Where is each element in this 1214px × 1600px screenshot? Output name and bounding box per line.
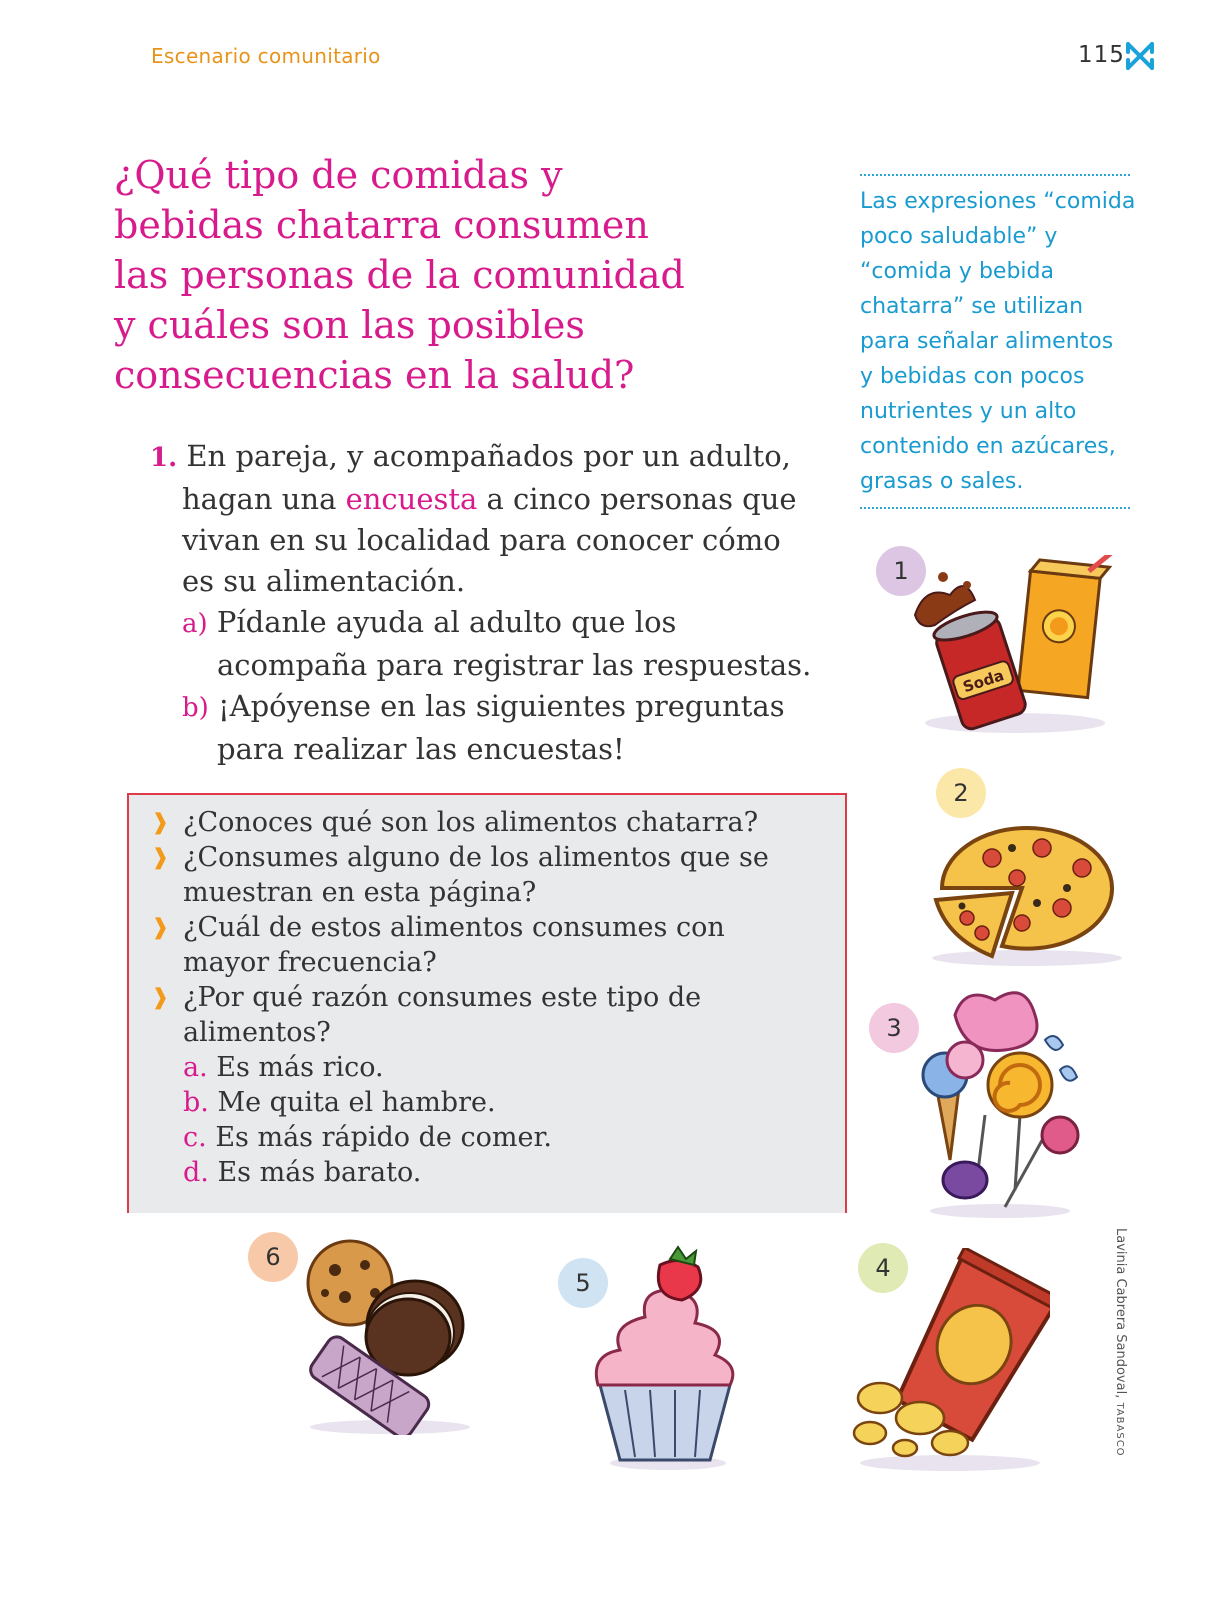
sidebar-line: grasas o sales. [860,469,1024,494]
sidebar-line: contenido en azúcares, [860,434,1116,459]
question-item: ❱ ¿Consumes alguno de los alimentos que se [151,842,769,873]
soda-and-juice-illustration [905,555,1115,735]
activity-line: es su alimentación. [182,564,466,598]
sub-letter: a) [182,609,208,639]
sidebar-line: nutrientes y un alto [860,399,1077,424]
question-item: ❱ ¿Por qué razón consumes este tipo de [151,982,702,1013]
title-line: las personas de la comunidad [114,253,685,297]
cookies-illustration [290,1235,480,1435]
sub-line: acompaña para registrar las respuestas. [217,648,812,682]
activity-line: vivan en su localidad para conocer cómo [182,523,781,557]
number-badge-4: 4 [858,1243,908,1293]
question-item-cont: mayor frecuencia? [183,947,437,978]
question-item-cont: alimentos? [183,1017,331,1048]
soda-label: Soda [960,666,1007,697]
chevron-right-icon: ❱ [151,915,170,940]
sidebar-line: chatarra” se utilizan [860,294,1084,319]
answer-option: c. Es más rápido de comer. [183,1122,552,1153]
section-label: Escenario comunitario [151,44,381,68]
definition-sidebar [860,174,1136,509]
chips-bag-illustration [840,1248,1050,1473]
number-badge-3: 3 [869,1003,919,1053]
page-title [114,150,754,400]
activity-number: 1. [150,443,178,473]
activity-line: En pareja, y acompañados por un adulto, [186,439,791,473]
sidebar-line: Las expresiones “comida [860,189,1136,214]
chevron-right-icon: ❱ [151,985,170,1010]
sub-letter: b) [182,693,209,723]
sub-line: Pídanle ayuda al adulto que los [216,605,677,639]
cupcake-illustration [590,1245,740,1470]
activity-line: a cinco personas que [477,482,797,516]
answer-option: b. Me quita el hambre. [183,1087,496,1118]
credit-name: Lavinia Cabrera Sandoval, [1113,1228,1128,1399]
answer-option: d. Es más barato. [183,1157,422,1188]
number-badge-6: 6 [248,1232,298,1282]
sub-line: para realizar las encuestas! [217,732,625,766]
number-badge-2: 2 [936,768,986,818]
credit-place: TABASCO [1114,1402,1125,1457]
candy-illustration [905,985,1085,1220]
title-line: bebidas chatarra consumen [114,203,649,247]
chevron-right-icon: ❱ [151,810,170,835]
activity-line: hagan una [182,482,346,516]
answer-option: a. Es más rico. [183,1052,384,1083]
page-number: 115 [1078,42,1125,68]
question-item-cont: muestran en esta página? [183,877,537,908]
activity-instructions [150,436,840,770]
illustrator-credit [1112,1228,1132,1457]
logo-icon [1123,38,1157,74]
title-line: ¿Qué tipo de comidas y [114,153,563,197]
survey-questions-box [127,793,847,1213]
title-line: consecuencias en la salud? [114,353,635,397]
sidebar-line: “comida y bebida [860,259,1054,284]
question-item: ❱ ¿Cuál de estos alimentos consumes con [151,912,725,943]
question-item: ❱ ¿Conoces qué son los alimentos chatarra? [151,807,759,838]
sidebar-line: para señalar alimentos [860,329,1114,354]
chevron-right-icon: ❱ [151,845,170,870]
sidebar-line: poco saludable” y [860,224,1058,249]
number-badge-5: 5 [558,1258,608,1308]
sub-line: ¡Apóyense en las siguientes preguntas [218,689,785,723]
title-line: y cuáles son las posibles [114,303,585,347]
pizza-illustration [922,808,1127,968]
encuesta-keyword: encuesta [345,482,478,516]
number-badge-1: 1 [876,546,926,596]
sidebar-line: y bebidas con pocos [860,364,1085,389]
